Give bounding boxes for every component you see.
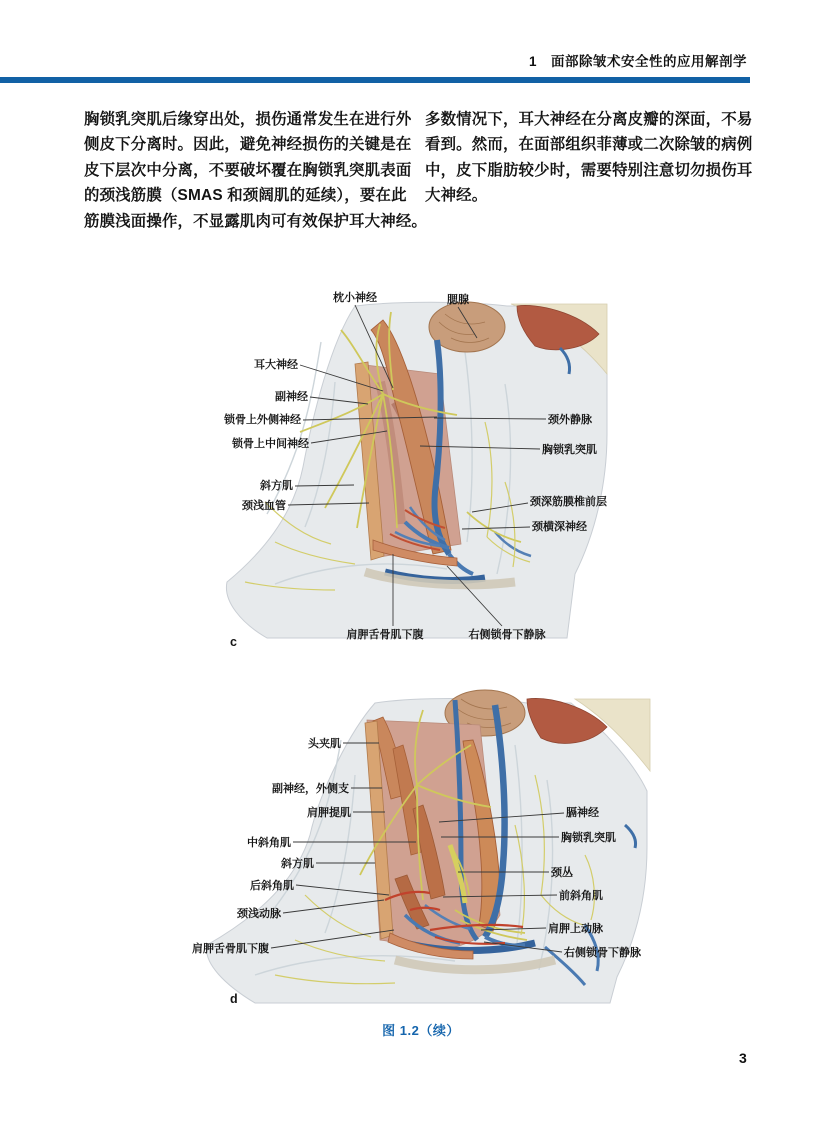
label-levator-scapulae: 肩胛提肌 [307,807,351,819]
text-line: 多数情况下，耳大神经在分离皮瓣的深面，不易 [425,111,753,128]
header-rule [0,77,750,83]
text-line: 的颈浅筋膜（SMAS 和颈阔肌的延续），要在此 [84,187,407,205]
text-line: 皮下层次中分离，不要破坏覆在胸锁乳突肌表面 [84,161,412,179]
text-line: 中，皮下脂肪较少时，需要特别注意切勿损伤耳 [425,161,753,179]
label-right-subclavian-vein: 右侧锁骨下静脉 [468,629,546,641]
text-line: 胸锁乳突肌后缘穿出处，损伤通常发生在进行外 [84,111,412,128]
anatomy-figure-panel-c [205,282,615,660]
label-suprascapular-artery: 肩胛上动脉 [548,923,603,935]
label-lateral-supraclavicular-nerve: 锁骨上外侧神经 [224,414,301,426]
label-sternocleidomastoid: 胸锁乳突肌 [542,444,597,456]
page-number: 3 [739,1050,747,1066]
label-transverse-cervical-nerve: 颈横深神经 [532,521,587,533]
running-head [529,50,747,70]
label-superficial-cervical-artery: 颈浅动脉 [237,908,281,920]
label-trapezius: 斜方肌 [260,480,293,492]
chapter-number: 1 [528,54,537,69]
text-line: 大神经。 [425,187,488,205]
panel-letter-c: c [230,635,237,649]
label-superficial-cervical-vessels: 颈浅血管 [242,500,286,512]
label-trapezius: 斜方肌 [281,858,314,870]
text-line: 侧皮下分离时。因此，避免神经损伤的关键是在 [84,136,412,154]
anatomy-figure-panel-d [155,685,660,1010]
label-splenius-capitis: 头夹肌 [308,738,341,750]
label-external-jugular-vein: 颈外静脉 [548,414,592,426]
label-accessory-nerve-lateral-branch: 副神经，外侧支 [272,783,349,795]
text-column-right [425,107,753,209]
label-right-subclavian-vein: 右侧锁骨下静脉 [564,947,641,959]
label-accessory-nerve: 副神经 [275,391,308,403]
panel-letter-d: d [230,992,238,1006]
label-prevertebral-fascia: 颈深筋膜椎前层 [530,496,607,508]
text-line: 筋膜浅面操作，不显露肌肉可有效保护耳大神经。 [84,212,427,230]
text-column-left [84,107,427,234]
label-anterior-scalene: 前斜角肌 [559,890,603,902]
chapter-title: 面部除皱术安全性的应用解剖学 [551,54,747,69]
label-cervical-plexus: 颈丛 [551,867,573,879]
label-omohyoid-inferior-belly: 肩胛舌骨肌下腹 [346,629,424,641]
label-great-auricular-nerve: 耳大神经 [254,359,298,371]
figure-caption: 图 1.2（续） [382,1023,460,1038]
label-phrenic-nerve: 膈神经 [566,807,599,819]
label-sternocleidomastoid: 胸锁乳突肌 [561,832,616,844]
label-parotid-gland: 腮腺 [447,294,469,306]
label-middle-scalene: 中斜角肌 [247,837,291,849]
label-intermediate-supraclavicular-nerve: 锁骨上中间神经 [232,438,309,450]
label-posterior-scalene: 后斜角肌 [250,880,294,892]
label-omohyoid-inferior-belly: 肩胛舌骨肌下腹 [192,943,269,955]
text-line: 看到。然而，在面部组织菲薄或二次除皱的病例 [425,136,753,154]
label-lesser-occipital-nerve: 枕小神经 [333,292,377,304]
